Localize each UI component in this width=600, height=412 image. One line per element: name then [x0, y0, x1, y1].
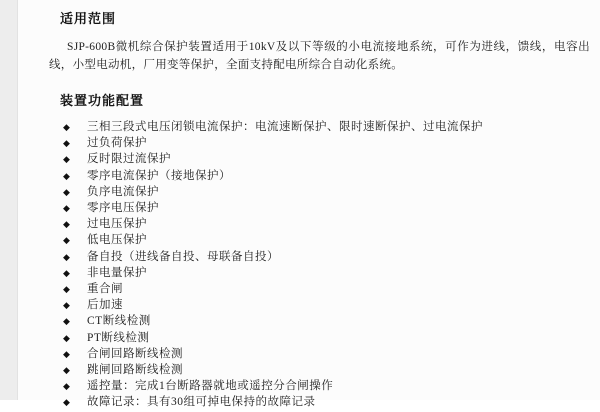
diamond-bullet-icon: ◆: [63, 382, 71, 393]
function-item-label: PT断线检测: [87, 331, 150, 344]
function-item-label: 零序电流保护（接地保护）: [87, 169, 231, 182]
diamond-bullet-icon: ◆: [63, 333, 71, 344]
diamond-bullet-icon: ◆: [63, 204, 71, 215]
function-item-label: 过电压保护: [87, 218, 147, 231]
section-title-scope: 适用范围: [60, 12, 117, 27]
function-item-label: 后加速: [87, 299, 123, 312]
function-list-item: [63, 379, 590, 395]
diamond-bullet-icon: ◆: [63, 268, 71, 279]
function-item-label: 重合闸: [87, 283, 123, 296]
function-list-item: [63, 395, 590, 411]
function-list: [60, 120, 590, 412]
function-list-item: [63, 363, 590, 379]
diamond-bullet-icon: ◆: [63, 252, 71, 263]
function-item-label: 遥控量：完成1台断路器就地或遥控分合闸操作: [87, 380, 334, 393]
function-list-item: [63, 266, 590, 282]
page-left-margin: [0, 0, 18, 400]
function-item-label: 备自投（进线备自投、母联备自投）: [87, 250, 279, 263]
diamond-bullet-icon: ◆: [63, 301, 71, 312]
function-list-item: [63, 217, 590, 233]
function-item-label: 低电压保护: [87, 234, 147, 247]
function-list-item: [63, 331, 590, 347]
scope-paragraph: SJP-600B微机综合保护装置适用于10kV及以下等级的小电流接地系统，可作为进线，馈线，电容出线，小型电动机，厂用变等保护，全面支持配电所综合自动化系统。: [49, 41, 590, 71]
function-item-label: 负序电流保护: [87, 185, 159, 198]
function-item-label: 三相三段式电压闭锁电流保护：电流速断保护、限时速断保护、过电流保护: [87, 121, 483, 133]
function-list-item: [63, 298, 590, 314]
function-item-label: 故障记录：具有30组可掉电保持的故障记录: [87, 396, 316, 409]
function-item-label: 零序电压保护: [87, 202, 159, 215]
function-list-item: [63, 314, 590, 330]
function-item-label: 跳闸回路断线检测: [87, 364, 183, 377]
function-item-label: 非电量保护: [87, 266, 147, 279]
function-list-item: [63, 185, 590, 201]
diamond-bullet-icon: ◆: [63, 317, 71, 328]
section-title-functions: 装置功能配置: [60, 94, 145, 109]
function-list-item: [63, 136, 590, 152]
diamond-bullet-icon: ◆: [63, 139, 71, 150]
diamond-bullet-icon: ◆: [63, 123, 71, 133]
function-list-item: [63, 152, 590, 168]
function-list-item: [63, 169, 590, 185]
function-item-label: 反时限过流保护: [87, 153, 171, 166]
function-item-label: CT断线检测: [87, 315, 151, 328]
diamond-bullet-icon: ◆: [63, 398, 71, 409]
function-list-item: [63, 233, 590, 249]
function-item-label: 合闸回路断线检测: [87, 347, 183, 360]
function-list-item: [63, 347, 590, 363]
function-list-item: [63, 120, 590, 136]
page-content: [18, 0, 600, 409]
function-list-item: [63, 250, 590, 266]
function-list-item: [63, 282, 590, 298]
diamond-bullet-icon: ◆: [63, 366, 71, 377]
diamond-bullet-icon: ◆: [63, 349, 71, 360]
diamond-bullet-icon: ◆: [63, 155, 71, 166]
diamond-bullet-icon: ◆: [63, 220, 71, 231]
diamond-bullet-icon: ◆: [63, 236, 71, 247]
function-item-label: 过负荷保护: [87, 137, 147, 150]
diamond-bullet-icon: ◆: [63, 187, 71, 198]
function-list-item: [63, 201, 590, 217]
diamond-bullet-icon: ◆: [63, 171, 71, 182]
diamond-bullet-icon: ◆: [63, 285, 71, 296]
